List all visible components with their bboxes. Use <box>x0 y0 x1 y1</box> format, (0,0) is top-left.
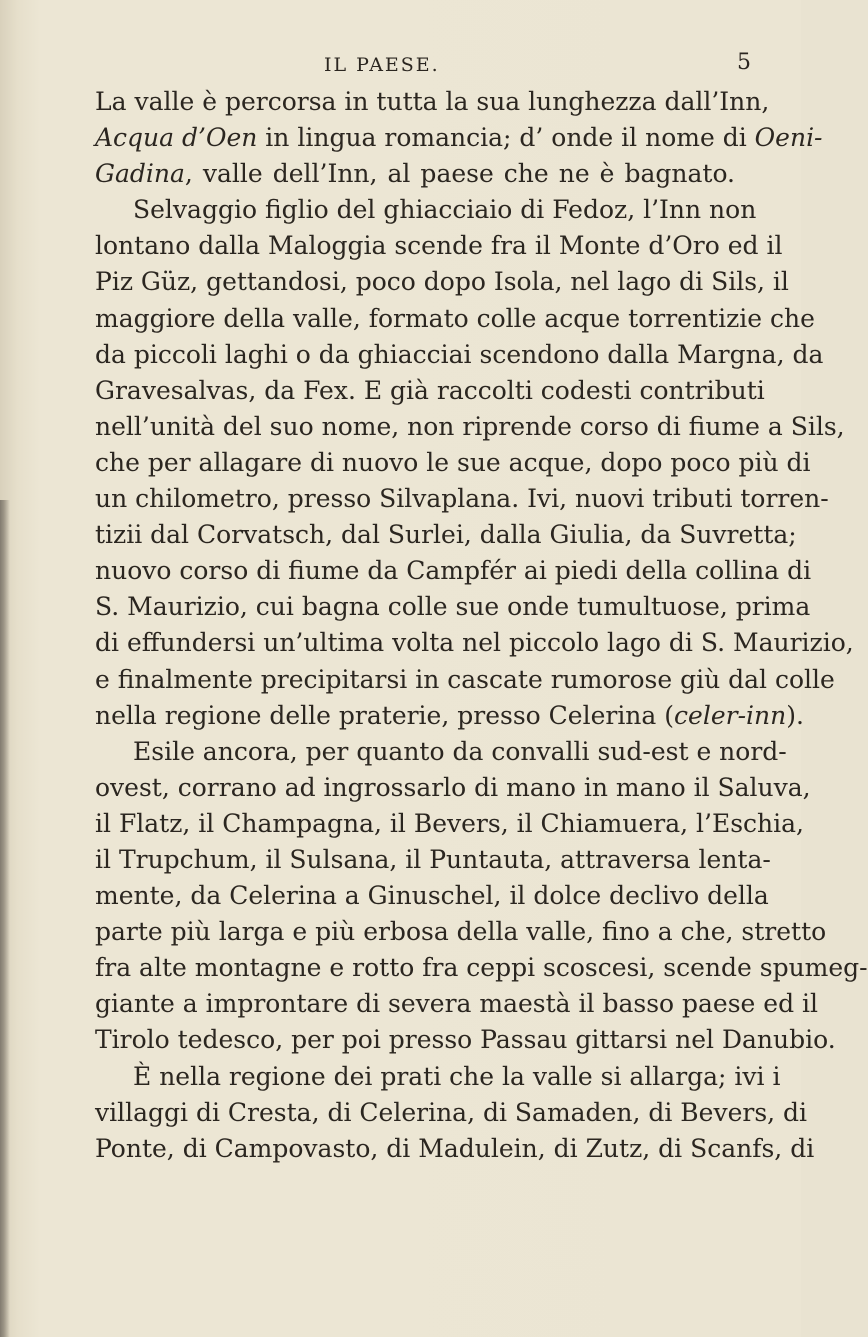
text-line <box>95 914 827 950</box>
text-line <box>95 553 812 589</box>
text-run: Gravesalvas, da Fex. E già raccolti codesti contributi <box>95 375 765 405</box>
text-line <box>95 120 823 156</box>
text-run: di effundersi un’ultima volta nel piccolo lago di S. Maurizio, <box>95 628 854 658</box>
text-line <box>95 228 783 264</box>
text-line <box>95 806 804 842</box>
text-line <box>95 878 769 914</box>
italic-text: celer-inn <box>674 700 787 730</box>
italic-text: Oeni- <box>754 123 823 153</box>
text-run: nella regione delle praterie, presso Celerina ( <box>95 700 675 730</box>
text-line <box>95 1095 808 1131</box>
text-line <box>95 1131 815 1167</box>
text-line <box>95 517 797 553</box>
page-number: 5 <box>737 50 751 75</box>
text-line <box>95 770 811 806</box>
text-line <box>95 337 824 373</box>
text-line <box>95 409 845 445</box>
text-run: parte più larga e più erbosa della valle, fino a che, stretto <box>95 917 827 947</box>
text-line <box>95 625 854 661</box>
text-run: nuovo corso di fiume da Campfér ai piedi della collina di <box>95 556 812 586</box>
text-run: La valle è percorsa in tutta la sua lunghezza dall’Inn, <box>95 87 770 116</box>
text-run: lontano dalla Maloggia scende fra il Monte d’Oro ed il <box>95 231 783 261</box>
text-line <box>95 156 735 192</box>
text-run: da piccoli laghi o da ghiacciai scendono dalla Margna, da <box>95 339 824 369</box>
text-line <box>95 481 829 517</box>
text-run: che per allagare di nuovo le sue acque, dopo poco più di <box>95 447 811 477</box>
text-line <box>95 1022 836 1058</box>
text-line <box>95 842 771 878</box>
binding-shadow <box>0 500 10 1337</box>
text-line <box>95 950 868 986</box>
italic-text: Acqua d’Oen <box>95 123 258 153</box>
text-run: e finalmente precipitarsi in cascate rumorose giù dal colle <box>95 664 835 694</box>
text-run: il Trupchum, il Sulsana, il Puntauta, attraversa lenta- <box>95 844 771 874</box>
text-line <box>95 84 770 120</box>
text-run: il Flatz, il Champagna, il Bevers, il Chiamuera, l’Eschia, <box>95 808 804 838</box>
text-line <box>95 698 804 734</box>
italic-text: Gadina <box>95 159 185 189</box>
text-run: fra alte montagne e rotto fra ceppi scoscesi, scende spumeg- <box>95 953 868 983</box>
body-text <box>95 84 868 1167</box>
text-run: nell’unità del suo nome, non riprende corso di fiume a Sils, <box>95 411 845 441</box>
text-run: tizii dal Corvatsch, dal Surlei, dalla Giulia, da Suvretta; <box>95 520 797 550</box>
text-line <box>95 192 757 228</box>
text-run: maggiore della valle, formato colle acque torrentizie che <box>95 303 815 333</box>
text-line <box>95 589 811 625</box>
text-line <box>95 1059 781 1095</box>
text-run: ovest, corrano ad ingrossarlo di mano in mano il Saluva, <box>95 772 811 802</box>
text-line <box>95 986 819 1022</box>
text-run: Selvaggio figlio del ghiacciaio di Fedoz, l’Inn non <box>133 195 757 225</box>
text-run: in lingua romancia; d’ onde il nome di <box>257 123 755 153</box>
text-run: S. Maurizio, cui bagna colle sue onde tumultuose, prima <box>95 592 811 622</box>
running-head <box>0 50 801 80</box>
text-run: Ponte, di Campovasto, di Madulein, di Zutz, di Scanfs, di <box>95 1133 815 1163</box>
text-run: villaggi di Cresta, di Celerina, di Samaden, di Bevers, di <box>95 1097 808 1127</box>
text-run: È nella regione dei prati che la valle si allarga; ivi i <box>133 1061 781 1091</box>
text-run: ). <box>786 700 804 730</box>
text-line <box>95 301 815 337</box>
text-run: mente, da Celerina a Ginuschel, il dolce declivo della <box>95 881 769 911</box>
text-run: un chilometro, presso Silvaplana. Ivi, nuovi tributi torren- <box>95 484 829 514</box>
text-line <box>95 662 835 698</box>
text-line <box>95 264 789 300</box>
text-line <box>95 734 787 770</box>
text-run: Tirolo tedesco, per poi presso Passau gittarsi nel Danubio. <box>95 1025 836 1055</box>
text-run: Esile ancora, per quanto da convalli sud-est e nord- <box>133 736 787 766</box>
text-run: , valle dell’Inn, al paese che ne è bagnato. <box>184 159 735 189</box>
text-line <box>95 445 811 481</box>
text-run: giante a improntare di severa maestà il basso paese ed il <box>95 989 819 1019</box>
running-head-title: IL PAESE. <box>324 54 440 76</box>
text-line <box>95 373 765 409</box>
text-run: Piz Güz, gettandosi, poco dopo Isola, nel lago di Sils, il <box>95 267 789 297</box>
